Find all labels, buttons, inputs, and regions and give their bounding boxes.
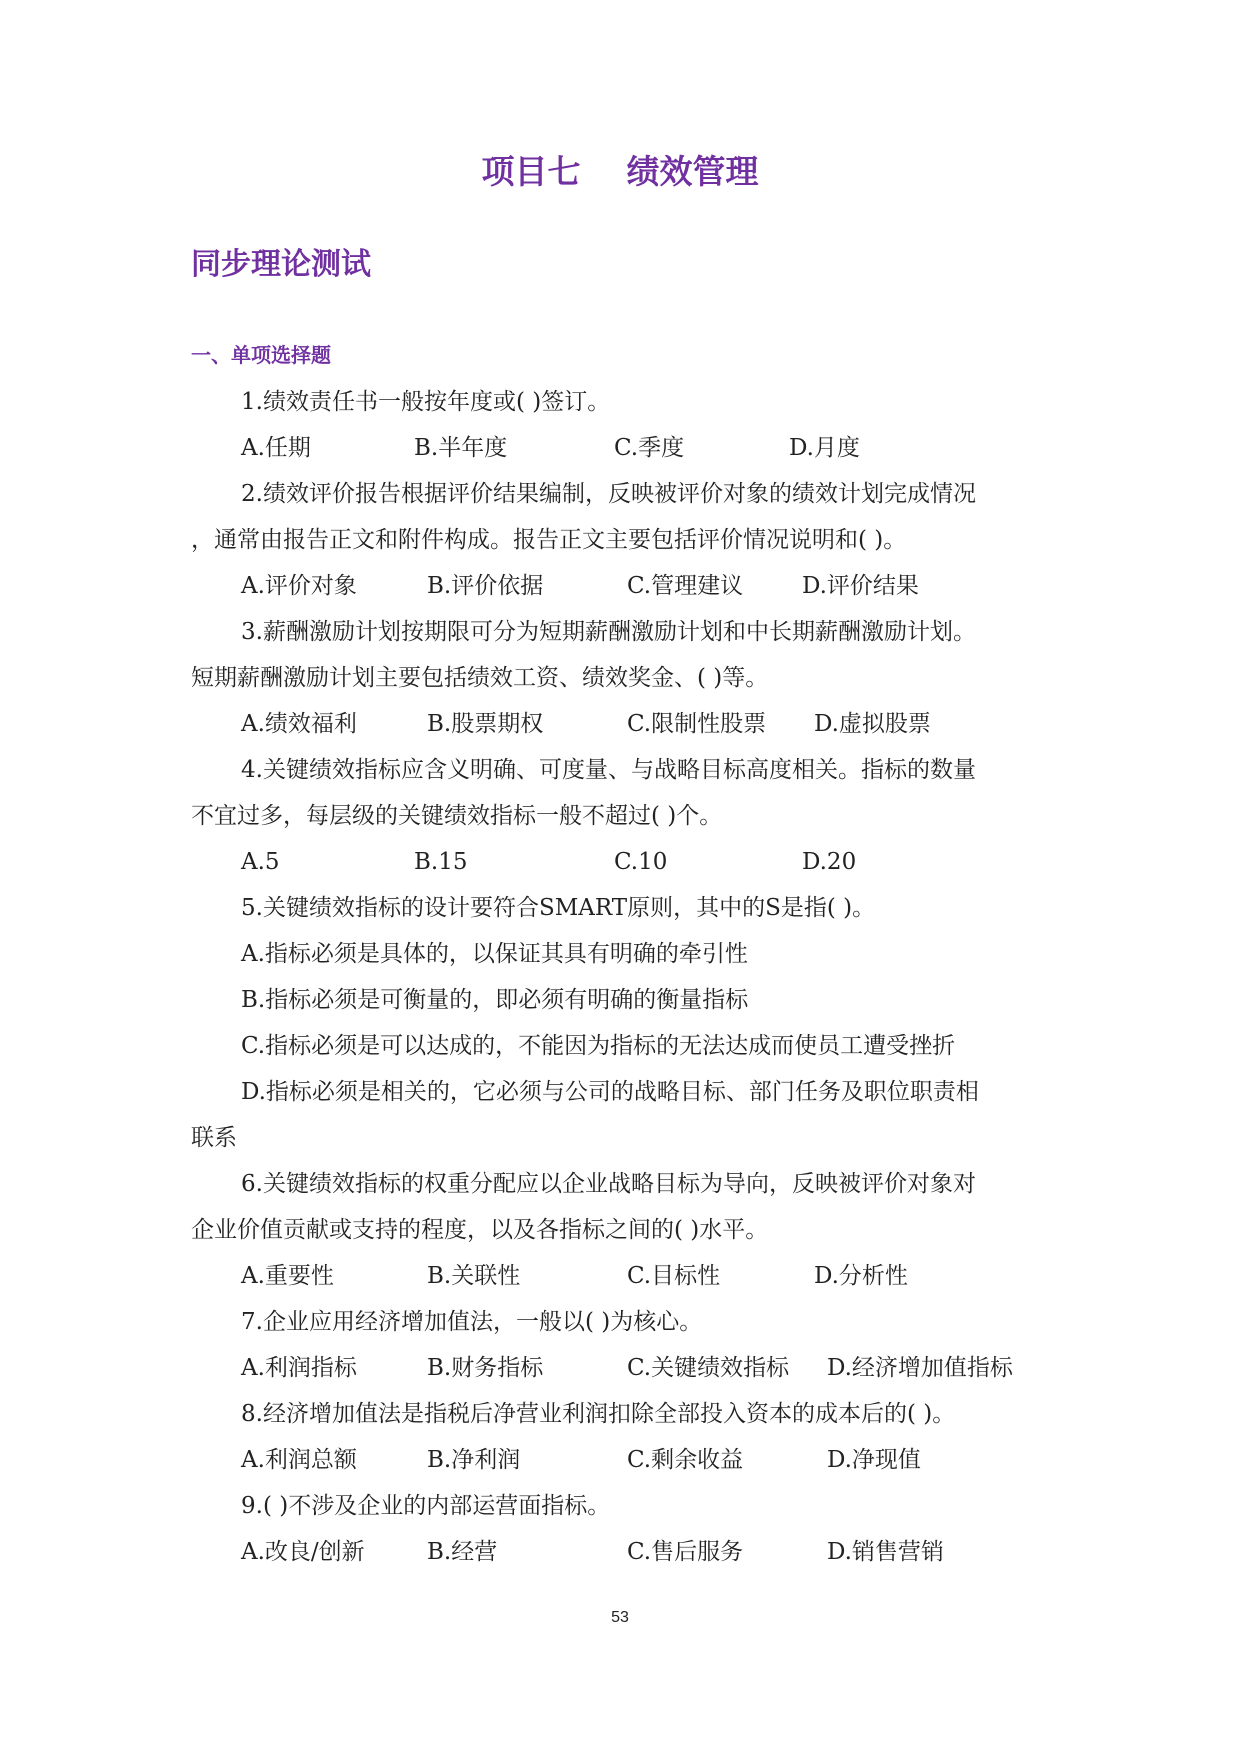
- question-9-option-a: A.改良/创新: [241, 1539, 365, 1565]
- section-title: 同步理论测试: [191, 247, 371, 282]
- question-6-option-a: A.重要性: [241, 1263, 334, 1289]
- question-3-option-a: A.绩效福利: [241, 711, 357, 737]
- question-8-option-b: B.净利润: [427, 1447, 521, 1473]
- question-1-stem: 1.绩效责任书一般按年度或( )签订。: [241, 389, 611, 415]
- question-5-option-d: D.指标必须是相关的，它必须与公司的战略目标、部门任务及职位职责相: [241, 1079, 979, 1105]
- question-9-option-b: B.经营: [427, 1539, 498, 1565]
- question-7-options: [191, 1345, 1051, 1391]
- question-4-option-b: B.15: [414, 849, 468, 875]
- question-6-stem-cont: 企业价值贡献或支持的程度，以及各指标之间的( )水平。: [191, 1217, 769, 1243]
- question-3-stem: 3.薪酬激励计划按期限可分为短期薪酬激励计划和中长期薪酬激励计划。: [241, 619, 976, 645]
- page-number: 53: [611, 1609, 629, 1626]
- question-3-option-d: D.虚拟股票: [814, 711, 931, 737]
- question-1-option-d: D.月度: [789, 435, 860, 461]
- question-3-options: [191, 701, 1051, 747]
- question-3-option-b: B.股票期权: [427, 711, 544, 737]
- question-8-option-a: A.利润总额: [241, 1447, 357, 1473]
- question-5-option-b: B.指标必须是可衡量的，即必须有明确的衡量指标: [241, 987, 749, 1013]
- question-6-stem: 6.关键绩效指标的权重分配应以企业战略目标为导向，反映被评价对象对: [241, 1171, 976, 1197]
- question-2-options: [191, 563, 1051, 609]
- question-9-option-d: D.销售营销: [827, 1539, 944, 1565]
- question-4-stem-cont: 不宜过多，每层级的关键绩效指标一般不超过( )个。: [191, 803, 723, 829]
- question-2-option-d: D.评价结果: [802, 573, 919, 599]
- question-2-option-c: C.管理建议: [627, 573, 744, 599]
- question-3-option-c: C.限制性股票: [627, 711, 767, 737]
- question-5-option-a: A.指标必须是具体的，以保证其具有明确的牵引性: [241, 941, 748, 967]
- question-list: [191, 379, 1051, 1575]
- question-9-stem: 9.( )不涉及企业的内部运营面指标。: [241, 1493, 611, 1519]
- question-8-option-d: D.净现值: [827, 1447, 921, 1473]
- question-2-option-a: A.评价对象: [241, 573, 357, 599]
- question-4-option-a: A.5: [241, 849, 280, 875]
- question-1-option-b: B.半年度: [414, 435, 508, 461]
- question-4-option-d: D.20: [802, 849, 857, 875]
- question-1-option-c: C.季度: [614, 435, 685, 461]
- question-6-option-d: D.分析性: [814, 1263, 908, 1289]
- question-4-option-c: C.10: [614, 849, 668, 875]
- question-3-stem-cont: 短期薪酬激励计划主要包括绩效工资、绩效奖金、( )等。: [191, 665, 769, 691]
- question-1-option-a: A.任期: [241, 435, 311, 461]
- question-2-option-b: B.评价依据: [427, 573, 544, 599]
- question-7-stem: 7.企业应用经济增加值法，一般以( )为核心。: [241, 1309, 703, 1335]
- question-2-stem: 2.绩效评价报告根据评价结果编制，反映被评价对象的绩效计划完成情况: [241, 481, 976, 507]
- question-7-option-c: C.关键绩效指标: [627, 1355, 790, 1381]
- question-8-option-c: C.剩余收益: [627, 1447, 744, 1473]
- subsection-title: 一、单项选择题: [191, 343, 331, 367]
- question-8-options: [191, 1437, 1051, 1483]
- question-5-option-c: C.指标必须是可以达成的，不能因为指标的无法达成而使员工遭受挫折: [241, 1033, 956, 1059]
- question-1-options: [191, 425, 1051, 471]
- question-5-option-d-cont: 联系: [191, 1125, 237, 1151]
- question-6-option-c: C.目标性: [627, 1263, 721, 1289]
- question-6-option-b: B.关联性: [427, 1263, 521, 1289]
- question-7-option-b: B.财务指标: [427, 1355, 544, 1381]
- question-9-option-c: C.售后服务: [627, 1539, 744, 1565]
- question-5-stem: 5.关键绩效指标的设计要符合SMART原则，其中的S是指( )。: [241, 895, 876, 921]
- question-4-options: [191, 839, 1051, 885]
- question-7-option-d: D.经济增加值指标: [827, 1355, 1013, 1381]
- question-6-options: [191, 1253, 1051, 1299]
- question-9-options: [191, 1529, 1051, 1575]
- question-4-stem: 4.关键绩效指标应含义明确、可度量、与战略目标高度相关。指标的数量: [241, 757, 976, 783]
- question-7-option-a: A.利润指标: [241, 1355, 357, 1381]
- page-title: 项目七 绩效管理: [481, 152, 759, 191]
- question-2-stem-cont: ，通常由报告正文和附件构成。报告正文主要包括评价情况说明和( )。: [191, 527, 907, 553]
- question-8-stem: 8.经济增加值法是指税后净营业利润扣除全部投入资本的成本后的( )。: [241, 1401, 956, 1427]
